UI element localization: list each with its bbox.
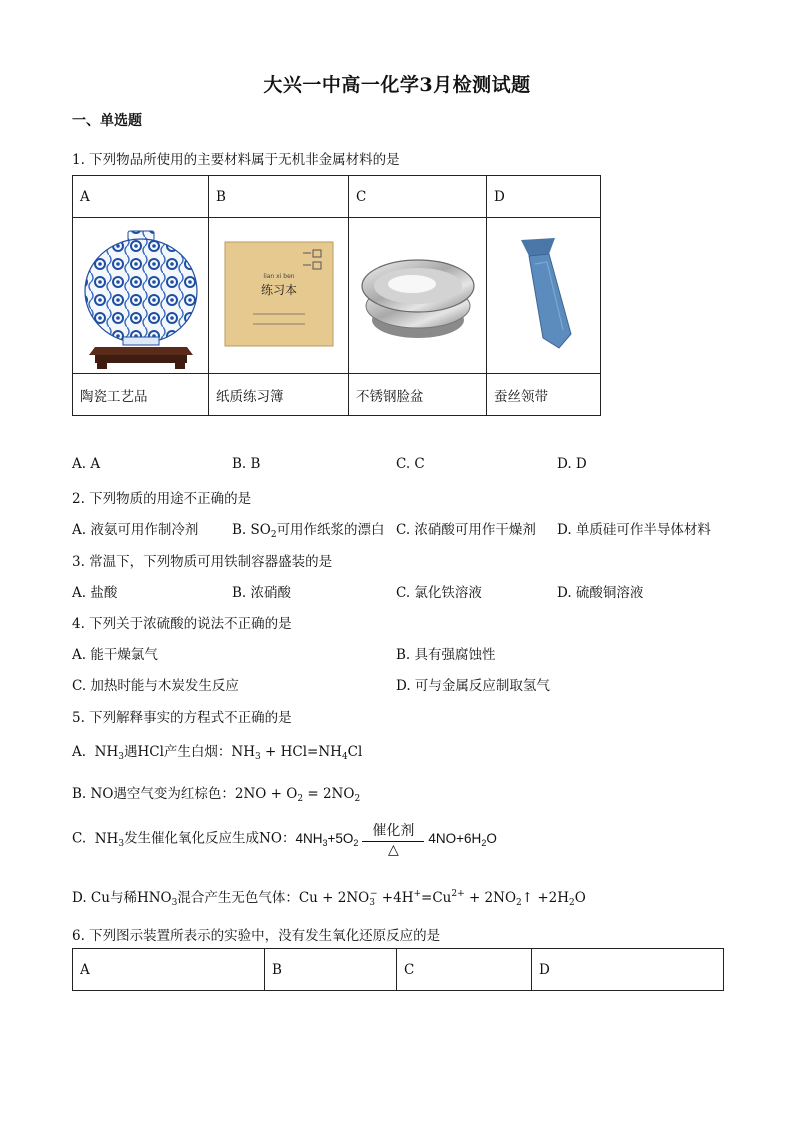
q5-option-d-text-2: 混合产生无色气体： [177, 890, 299, 906]
q1-header-d: D [487, 176, 601, 218]
q1-image-notebook [209, 218, 349, 374]
question-6-stem: 6. 下列图示装置所表示的实验中，没有发生氧化还原反应的是 [72, 928, 441, 944]
q1-image-vase [73, 218, 209, 374]
q1-label-b: 纸质练习簿 [209, 374, 349, 416]
q6-header-d: D [532, 949, 724, 991]
q1-header-c: C [349, 176, 487, 218]
q5-option-b-equation: $2NO + O_2 = 2NO_2$ [234, 786, 361, 804]
q5-option-a [72, 740, 362, 762]
q1-header-a: A [73, 176, 209, 218]
q1-label-c: 不锈钢脸盆 [349, 374, 487, 416]
silk-tie-illustration [499, 234, 589, 354]
q2-option-a: A. 液氨可用作制冷剂 [72, 522, 199, 538]
q1-option-c: C. C [396, 456, 425, 472]
heat-symbol: △ [388, 842, 399, 858]
question-1-table [72, 175, 601, 416]
q5-option-d [72, 886, 586, 908]
section-heading: 一、单选题 [72, 113, 142, 129]
notebook-title: 练习本 [260, 282, 297, 297]
question-2-stem: 2. 下列物质的用途不正确的是 [72, 491, 252, 507]
q3-option-a: A. 盐酸 [72, 585, 118, 601]
q1-option-a: A. A [72, 456, 101, 472]
q5-option-b-text: B. NO遇空气变为红棕色： [72, 786, 235, 802]
question-3-stem: 3. 常温下，下列物质可用铁制容器盛装的是 [72, 554, 333, 570]
question-1-stem: 1. 下列物品所使用的主要材料属于无机非金属材料的是 [72, 152, 400, 168]
q4-option-c: C. 加热时能与木炭发生反应 [72, 678, 239, 694]
page-title: 大兴一中高一化学3月检测试题 [263, 74, 531, 96]
q5-option-c [72, 820, 497, 858]
q5-option-d-equation: $Cu + 2NO_3^- +4H^+=Cu^{2+}$ + $2NO_2↑ +2H_2O$ [298, 889, 586, 908]
q1-label-d: 蚕丝领带 [487, 374, 601, 416]
q5-option-b [72, 782, 360, 804]
q6-header-c: C [397, 949, 532, 991]
q5-option-a-text: 遇HCl产生白烟： [123, 744, 232, 760]
q6-header-b: B [265, 949, 397, 991]
q5-option-c-nh3: $NH_3$ [90, 830, 125, 849]
q2-option-b-prefix: B. SO [232, 522, 271, 538]
q1-image-tie [487, 218, 601, 374]
q1-header-b: B [209, 176, 349, 218]
q5-option-a-equation: $NH_3 + HCl=NH_4Cl$ [231, 744, 363, 762]
porcelain-vase-illustration [73, 219, 208, 369]
q5-option-c-condition [362, 820, 424, 858]
q2-option-b [232, 518, 385, 540]
question-6-table [72, 948, 724, 991]
q6-header-a: A [73, 949, 265, 991]
q1-image-basin [349, 218, 487, 374]
catalyst-label: 催化剂 [362, 820, 424, 842]
q2-option-c: C. 浓硝酸可用作干燥剂 [396, 522, 536, 538]
q1-option-d: D. D [557, 456, 587, 472]
q1-option-b: B. B [232, 456, 261, 472]
q5-option-c-reactants: $4NH_3+5O_2$ [295, 830, 359, 848]
q3-option-d: D. 硫酸铜溶液 [557, 585, 644, 601]
q5-option-c-label: C. [72, 830, 87, 847]
q4-option-a: A. 能干燥氯气 [72, 647, 158, 663]
q5-option-c-products: $4NO+6H_2O$ [428, 830, 497, 848]
notebook-pinyin: lian xi ben [262, 272, 295, 280]
q2-option-b-subscript: 2 [270, 530, 277, 540]
q3-option-c: C. 氯化铁溶液 [396, 585, 482, 601]
q2-option-d: D. 单质硅可作半导体材料 [557, 522, 711, 538]
q4-option-d: D. 可与金属反应制取氢气 [396, 678, 550, 694]
q5-option-a-label: A. [72, 744, 87, 760]
notebook-illustration [219, 234, 339, 354]
question-5-stem: 5. 下列解释事实的方程式不正确的是 [72, 710, 292, 726]
q3-option-b: B. 浓硝酸 [232, 585, 292, 601]
q5-option-d-hno3: $HNO_3$ [136, 890, 178, 908]
q5-option-d-text: D. Cu与稀 [72, 890, 137, 906]
q5-option-c-text: 发生催化氧化反应生成NO： [124, 830, 296, 847]
q5-option-a-nh3: $NH_3$ [90, 744, 124, 762]
question-4-stem: 4. 下列关于浓硫酸的说法不正确的是 [72, 616, 292, 632]
q1-label-a: 陶瓷工艺品 [73, 374, 209, 416]
q2-option-b-suffix: 可用作纸浆的漂白 [276, 522, 385, 538]
q4-option-b: B. 具有强腐蚀性 [396, 647, 496, 663]
steel-basin-illustration [358, 234, 478, 354]
